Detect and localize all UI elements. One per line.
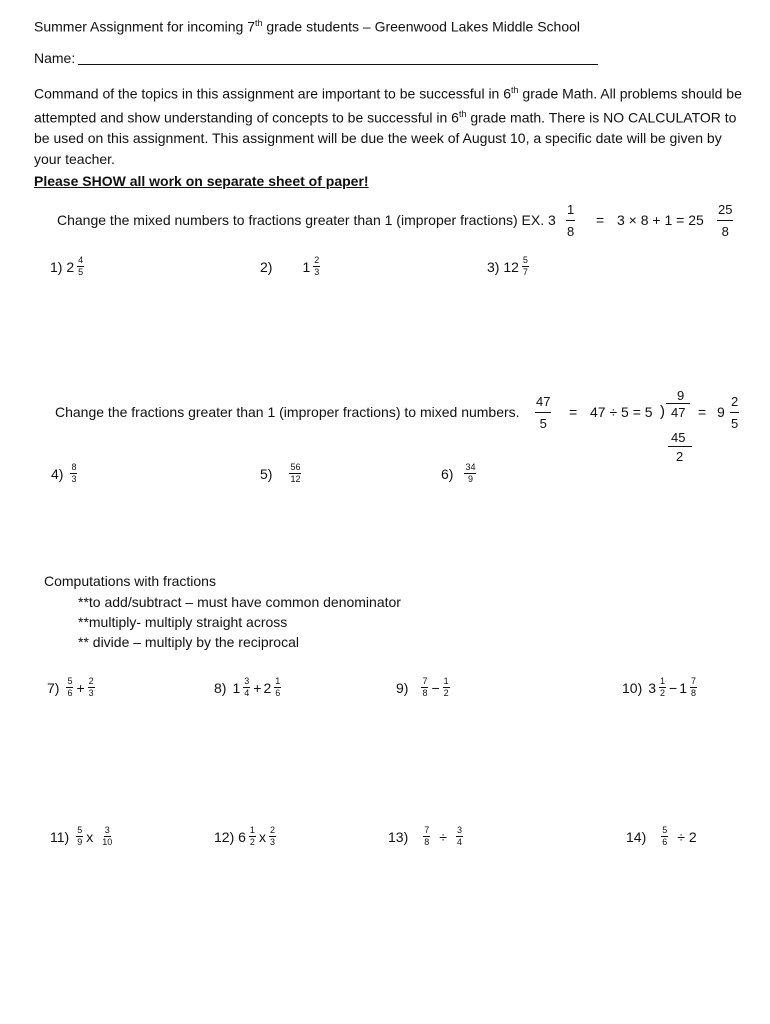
problem-label: 9) bbox=[396, 679, 409, 696]
problem-fraction bbox=[464, 463, 476, 484]
fraction-b bbox=[456, 826, 463, 847]
problem-fraction bbox=[289, 463, 301, 484]
long-division-quotient: 9 bbox=[677, 388, 685, 403]
denominator: 8 bbox=[422, 688, 428, 698]
section3-title: Computations with fractions bbox=[44, 573, 216, 589]
fraction-a bbox=[66, 677, 73, 698]
section2-example-equals-2: = bbox=[698, 404, 707, 420]
problem-label: 12) 6 bbox=[214, 828, 246, 845]
problem-9 bbox=[396, 677, 451, 698]
numerator: 3 bbox=[104, 825, 110, 835]
problem-label: 5) bbox=[260, 465, 273, 482]
long-division-bar bbox=[666, 403, 690, 404]
numerator: 8 bbox=[71, 462, 77, 472]
long-division-subtract-line bbox=[668, 446, 692, 447]
problem-12 bbox=[214, 826, 277, 847]
problem-7 bbox=[47, 677, 96, 698]
problem-fraction bbox=[77, 256, 84, 277]
section1-example-result bbox=[717, 203, 733, 238]
operator: x bbox=[86, 828, 94, 845]
fraction-b bbox=[274, 677, 281, 698]
problem-fraction bbox=[70, 463, 77, 484]
problem-5 bbox=[260, 463, 302, 484]
section1-example-fraction bbox=[566, 203, 575, 238]
long-division-subtract: 45 bbox=[671, 430, 686, 445]
denominator: 2 bbox=[660, 688, 666, 698]
denominator: 3 bbox=[71, 474, 77, 484]
problem-label: 13) bbox=[388, 828, 409, 845]
denominator: 10 bbox=[102, 837, 113, 847]
problem-2 bbox=[260, 256, 321, 277]
whole-b: 2 bbox=[263, 679, 272, 696]
numerator: 5 bbox=[67, 676, 73, 686]
operator: ÷ bbox=[439, 828, 447, 845]
fraction-a bbox=[243, 677, 250, 698]
problem-whole: 1 bbox=[302, 258, 311, 275]
problem-8 bbox=[214, 677, 282, 698]
problem-13 bbox=[388, 826, 464, 847]
problem-label: 14) bbox=[626, 828, 647, 845]
rule-multiply: **multiply- multiply straight across bbox=[78, 614, 288, 630]
intro-sup-1: th bbox=[511, 85, 519, 95]
fraction-b bbox=[88, 677, 95, 698]
section1-instruction: Change the mixed numbers to fractions greater than 1 (improper fractions) EX. 3 bbox=[57, 212, 556, 228]
title-superscript: th bbox=[254, 18, 263, 28]
section2-example-equals: = bbox=[569, 404, 578, 420]
intro-sup-2: th bbox=[458, 109, 467, 120]
problem-fraction bbox=[522, 256, 529, 277]
problem-label: 4) bbox=[51, 465, 64, 482]
section2-example-fraction bbox=[535, 395, 551, 430]
denominator: 3 bbox=[314, 267, 320, 277]
title-text: Summer Assignment for incoming 7 bbox=[34, 18, 255, 35]
fraction-b bbox=[269, 826, 276, 847]
section2-instruction: Change the fractions greater than 1 (improper fractions) to mixed numbers. bbox=[55, 404, 520, 420]
numerator: 7 bbox=[424, 825, 430, 835]
numerator: 56 bbox=[290, 462, 301, 472]
title-text-rest: grade students – Greenwood Lakes Middle School bbox=[262, 18, 581, 35]
numerator: 2 bbox=[88, 676, 94, 686]
whole-b: 1 bbox=[679, 679, 688, 696]
denominator: 9 bbox=[467, 474, 473, 484]
numerator: 3 bbox=[456, 825, 462, 835]
numerator: 3 bbox=[244, 676, 250, 686]
long-division-dividend: 47 bbox=[671, 405, 686, 420]
intro-text-1: Command of the topics in this assignment are important to be successful in 6 bbox=[34, 85, 512, 102]
long-division-remainder: 2 bbox=[676, 449, 684, 464]
problem-label: 6) bbox=[441, 465, 454, 482]
operator: ÷ 2 bbox=[677, 828, 697, 845]
denominator: 2 bbox=[249, 837, 255, 847]
denominator: 6 bbox=[67, 688, 73, 698]
numerator: 2 bbox=[314, 255, 320, 265]
whole-a: 1 bbox=[232, 679, 241, 696]
denominator: 8 bbox=[691, 688, 697, 698]
numerator: 5 bbox=[522, 255, 528, 265]
fraction-b bbox=[101, 826, 113, 847]
operator: x bbox=[258, 828, 266, 845]
problem-1 bbox=[50, 256, 85, 277]
section1-example-equals: = bbox=[596, 212, 605, 228]
rule-divide: ** divide – multiply by the reciprocal bbox=[78, 634, 299, 650]
numerator: 4 bbox=[78, 255, 84, 265]
problem-label: 8) bbox=[214, 679, 227, 696]
fraction-a bbox=[661, 826, 668, 847]
section2-example-result bbox=[730, 395, 739, 430]
problem-label: 11) bbox=[50, 828, 70, 845]
denominator: 9 bbox=[77, 837, 83, 847]
problem-14 bbox=[626, 826, 697, 847]
numerator: 7 bbox=[422, 676, 428, 686]
problem-3 bbox=[487, 256, 530, 277]
problem-label: 1) 2 bbox=[50, 258, 75, 275]
rule-add-subtract: **to add/subtract – must have common denominator bbox=[78, 594, 401, 610]
example-denominator: 5 bbox=[539, 416, 547, 431]
problem-4 bbox=[51, 463, 78, 484]
show-work-note: Please SHOW all work on separate sheet of paper! bbox=[34, 173, 369, 189]
assignment-title bbox=[34, 18, 580, 35]
name-label: Name: bbox=[34, 50, 76, 66]
fraction-a bbox=[421, 677, 428, 698]
denominator: 3 bbox=[88, 688, 94, 698]
numerator: 5 bbox=[662, 825, 668, 835]
denominator: 4 bbox=[456, 837, 462, 847]
numerator: 7 bbox=[691, 676, 697, 686]
problem-label: 7) bbox=[47, 679, 60, 696]
example-numerator: 47 bbox=[535, 395, 551, 413]
intro-paragraph bbox=[34, 80, 742, 169]
problem-fraction bbox=[313, 256, 320, 277]
denominator: 6 bbox=[662, 837, 668, 847]
result-numerator: 25 bbox=[717, 203, 733, 221]
problem-label: 10) bbox=[622, 679, 643, 696]
numerator: 1 bbox=[249, 825, 255, 835]
denominator: 5 bbox=[78, 267, 84, 277]
result-denominator: 5 bbox=[731, 416, 739, 431]
example-numerator: 1 bbox=[566, 203, 575, 221]
fraction-b bbox=[690, 677, 697, 698]
intro-text-3: grade math. There is NO CALCULATOR to be used on this assignment. This assignment will be due the week of August 10, a specific date will be given by your teacher. bbox=[34, 109, 737, 167]
section2-example-whole: 9 bbox=[717, 404, 725, 420]
result-denominator: 8 bbox=[721, 224, 729, 239]
denominator: 6 bbox=[275, 688, 281, 698]
denominator: 12 bbox=[290, 474, 301, 484]
operator: + bbox=[76, 679, 85, 696]
fraction-b bbox=[443, 677, 450, 698]
section2-example-work: 47 ÷ 5 = 5 bbox=[590, 404, 653, 420]
name-blank-line bbox=[78, 64, 598, 65]
operator: + bbox=[253, 679, 262, 696]
fraction-a bbox=[423, 826, 430, 847]
fraction-a bbox=[249, 826, 256, 847]
denominator: 2 bbox=[443, 688, 449, 698]
denominator: 4 bbox=[244, 688, 250, 698]
problem-10 bbox=[622, 677, 698, 698]
problem-label: 2) bbox=[260, 258, 273, 275]
denominator: 7 bbox=[522, 267, 528, 277]
numerator: 34 bbox=[465, 462, 476, 472]
denominator: 3 bbox=[269, 837, 275, 847]
fraction-a bbox=[76, 826, 83, 847]
long-division-bracket: ) bbox=[660, 403, 665, 420]
whole-a: 3 bbox=[648, 679, 657, 696]
example-denominator: 8 bbox=[567, 224, 575, 239]
numerator: 1 bbox=[660, 676, 666, 686]
operator: − bbox=[669, 679, 678, 696]
denominator: 8 bbox=[424, 837, 430, 847]
section1-example-work: 3 × 8 + 1 = 25 bbox=[617, 212, 704, 228]
fraction-a bbox=[659, 677, 666, 698]
operator: − bbox=[431, 679, 440, 696]
numerator: 2 bbox=[269, 825, 275, 835]
problem-11 bbox=[50, 826, 114, 847]
problem-6 bbox=[441, 463, 477, 484]
numerator: 5 bbox=[77, 825, 83, 835]
result-numerator: 2 bbox=[730, 395, 739, 413]
problem-label: 3) 12 bbox=[487, 258, 519, 275]
numerator: 1 bbox=[443, 676, 449, 686]
numerator: 1 bbox=[275, 676, 281, 686]
intro-text-2: grade Math. All problems should be attempted and show understanding of concepts to be successful in 6 bbox=[34, 85, 742, 126]
